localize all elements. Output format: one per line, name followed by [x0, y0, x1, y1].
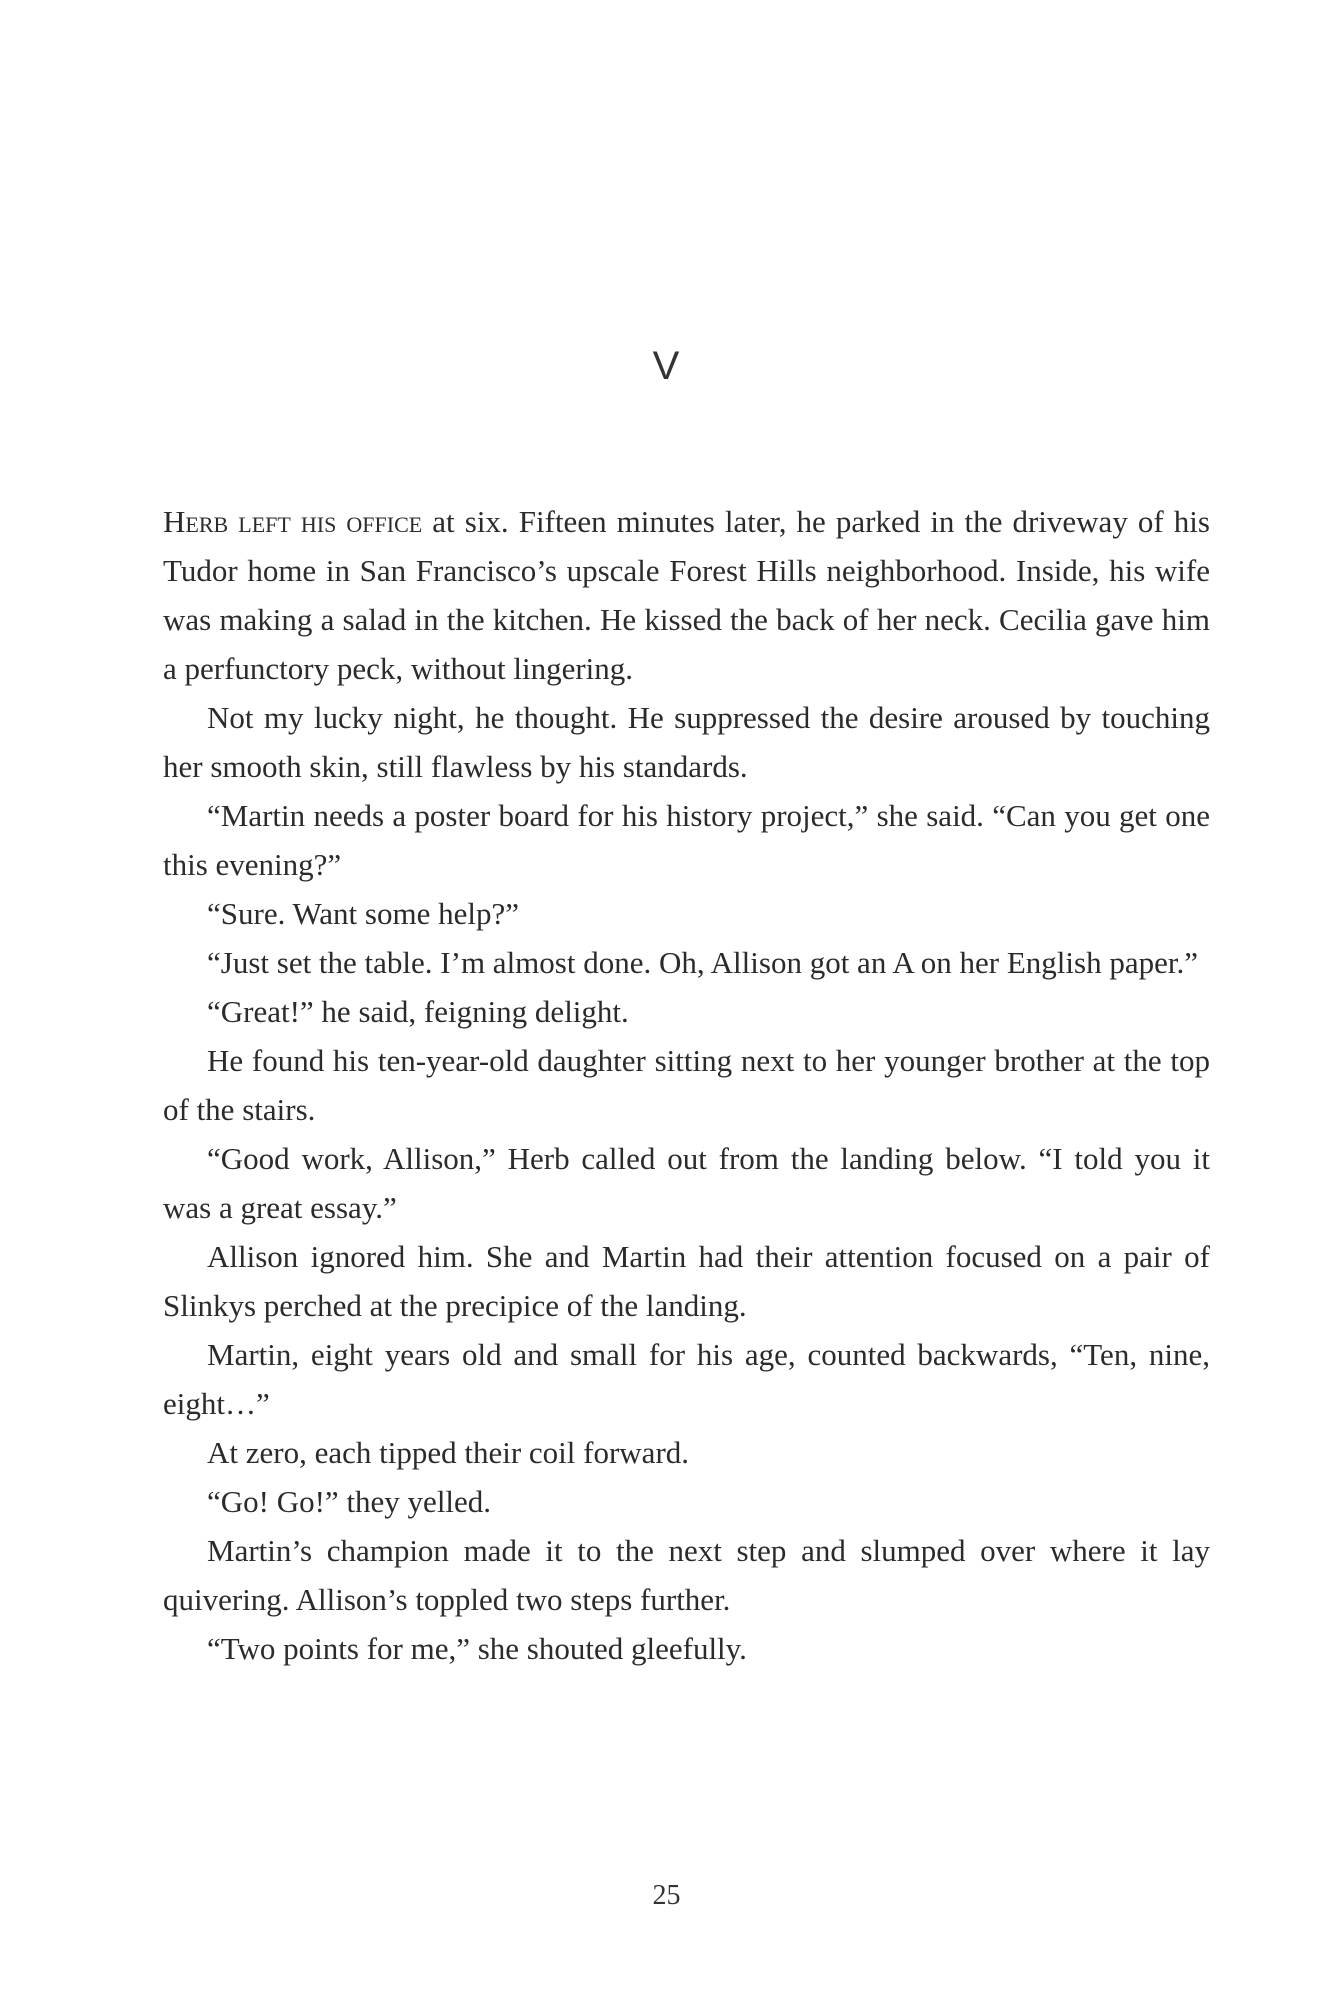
- paragraph-11: At zero, each tipped their coil forward.: [207, 1435, 690, 1470]
- paragraph-6: “Great!” he said, feigning delight.: [207, 994, 629, 1029]
- paragraph-5: “Just set the table. I’m almost done. Oh, Allison got an A on her English paper.”: [207, 945, 1198, 980]
- chapter-heading: V: [652, 344, 681, 388]
- paragraph-8: “Good work, Allison,” Herb called out from the landing below. “I told you it was a great essay.”: [163, 1141, 1210, 1225]
- paragraph-7: He found his ten-year-old daughter sitting next to her younger brother at the top of the stairs.: [163, 1043, 1210, 1127]
- paragraph-10: Martin, eight years old and small for his age, counted backwards, “Ten, nine, eight…”: [163, 1337, 1210, 1421]
- paragraph-4: “Sure. Want some help?”: [207, 896, 519, 931]
- paragraph-text: at six. Fifteen minutes later, he parked in the driveway of his Tudor home in San Francisco’s upscale Forest Hills neighborhood. Inside, his wife was making a salad in the kitchen. He kissed the back of her neck. Cecilia gave him a perfunctory peck, without lingering.: [163, 504, 1210, 686]
- paragraph-13: Martin’s champion made it to the next step and slumped over where it lay quivering. Allison’s toppled two steps further.: [163, 1533, 1210, 1617]
- paragraph-lead-in: Herb left his office: [163, 504, 423, 539]
- paragraph-9: Allison ignored him. She and Martin had their attention focused on a pair of Slinkys perched at the precipice of the landing.: [163, 1239, 1210, 1323]
- paragraph-3: “Martin needs a poster board for his history project,” she said. “Can you get one this evening?”: [163, 798, 1210, 882]
- paragraph-1: [163, 497, 1210, 693]
- paragraph-12: “Go! Go!” they yelled.: [207, 1484, 492, 1519]
- page-number: 25: [652, 1880, 681, 1911]
- paragraph-2: Not my lucky night, he thought. He suppressed the desire aroused by touching her smooth skin, still flawless by his standards.: [163, 700, 1210, 784]
- paragraph-14: “Two points for me,” she shouted gleefully.: [207, 1631, 747, 1666]
- chapter-body: [163, 497, 1210, 1673]
